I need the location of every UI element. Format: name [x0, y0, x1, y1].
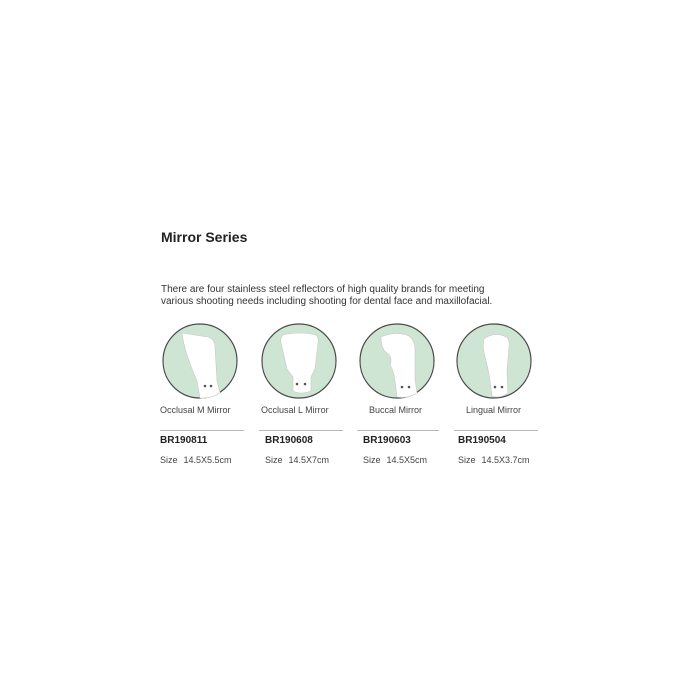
- product-image-occlusal-l: [259, 321, 339, 401]
- product-image-buccal: [357, 321, 437, 401]
- intro-line-2: various shooting needs including shooting for dental face and maxillofacial.: [161, 296, 493, 307]
- product-image-occlusal-m: [160, 321, 240, 401]
- product-name: Occlusal M Mirror: [160, 405, 231, 415]
- product-name: Lingual Mirror: [466, 405, 522, 415]
- divider: [160, 430, 244, 431]
- size-label: Size: [160, 455, 178, 465]
- product-size: [363, 455, 427, 465]
- product-size: [265, 455, 329, 465]
- size-label: Size: [458, 455, 476, 465]
- size-value: 14.5X7cm: [288, 455, 330, 465]
- product-name: Buccal Mirror: [369, 405, 423, 415]
- size-value: 14.5X5cm: [386, 455, 428, 465]
- intro-text: [161, 284, 561, 308]
- size-label: Size: [363, 455, 381, 465]
- divider: [454, 430, 538, 431]
- divider: [357, 430, 439, 431]
- product-code: BR190608: [265, 435, 313, 446]
- product-code: BR190811: [160, 435, 208, 446]
- divider: [259, 430, 343, 431]
- product-code: BR190603: [363, 435, 411, 446]
- size-label: Size: [265, 455, 283, 465]
- size-value: 14.5X3.7cm: [481, 455, 530, 465]
- page-title: Mirror Series: [161, 229, 248, 245]
- product-name: Occlusal L Mirror: [261, 405, 329, 415]
- product-size: [160, 455, 232, 465]
- intro-line-1: There are four stainless steel reflectors of high quality brands for meeting: [161, 284, 485, 295]
- product-image-lingual: [454, 321, 534, 401]
- product-size: [458, 455, 530, 465]
- product-code: BR190504: [458, 435, 506, 446]
- size-value: 14.5X5.5cm: [183, 455, 232, 465]
